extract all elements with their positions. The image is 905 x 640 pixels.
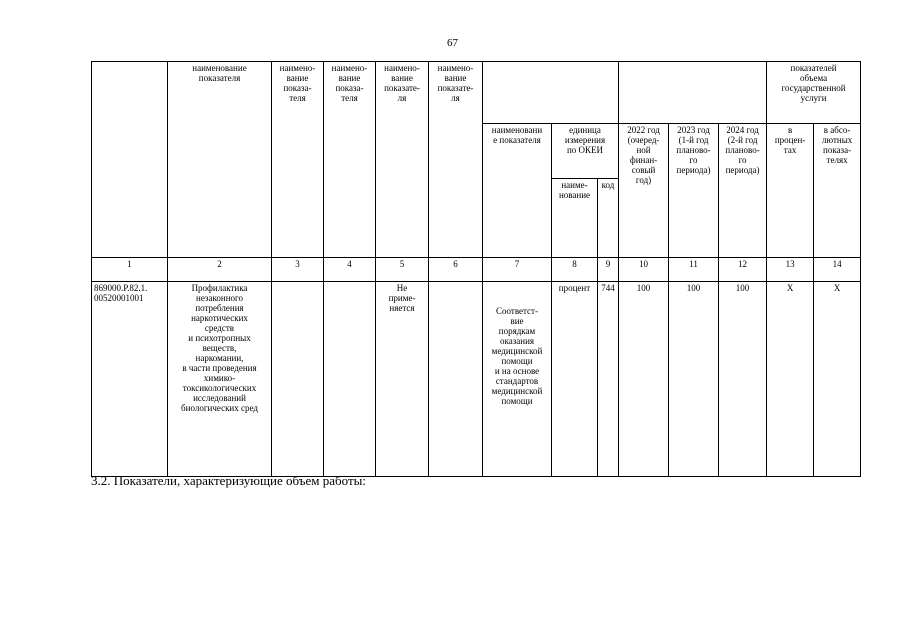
value-2024-cell: 100 [719, 282, 767, 477]
column-number: 3 [272, 258, 324, 282]
header-col3-indicator-name: наимено- вание показа- теля [272, 62, 324, 258]
column-number: 4 [324, 258, 376, 282]
value-2022-cell: 100 [619, 282, 669, 477]
deviation-percent-cell: X [767, 282, 814, 477]
header-year-2022: 2022 год (очеред- ной финан- совый год) [619, 124, 669, 258]
header-cell-code [92, 62, 168, 258]
header-in-absolute: в абсо- лютных показа- телях [814, 124, 861, 258]
cell-col4 [324, 282, 376, 477]
service-content-cell: Профилактика незаконного потребления наркотических средств и психотропных веществ, наркомании, в части проведения химико- токсикологических исследований биологических сред [168, 282, 272, 477]
header-volume-indicators: показателей объема государственной услуги [767, 62, 861, 124]
header-col5-indicator-name: наимено- вание показате- ля [376, 62, 429, 258]
column-number: 10 [619, 258, 669, 282]
column-number: 12 [719, 258, 767, 282]
header-indicator-name: наименовани е показателя [483, 124, 552, 258]
service-volume-table [91, 61, 861, 477]
cell-col3 [272, 282, 324, 477]
column-number: 6 [429, 258, 483, 282]
header-cell-years-group [619, 62, 767, 124]
column-number: 8 [552, 258, 598, 282]
value-2023-cell: 100 [669, 282, 719, 477]
not-applicable-cell: Не приме- няется [376, 282, 429, 477]
header-col6-indicator-name: наимено- вание показате- ля [429, 62, 483, 258]
unit-code-cell: 744 [598, 282, 619, 477]
header-in-percent: в процен- тах [767, 124, 814, 258]
header-year-2023: 2023 год (1-й год планово- го периода) [669, 124, 719, 258]
column-number: 2 [168, 258, 272, 282]
cell-col6 [429, 282, 483, 477]
column-number: 5 [376, 258, 429, 282]
unit-name-cell: процент [552, 282, 598, 477]
table-row [92, 282, 861, 477]
header-col4-indicator-name: наимено- вание показа- теля [324, 62, 376, 258]
header-unit-okei: единица измерения по ОКЕИ [552, 124, 619, 179]
deviation-absolute-cell: X [814, 282, 861, 477]
section-title: 3.2. Показатели, характеризующие объем работы: [91, 473, 366, 488]
page-number: 67 [447, 37, 458, 49]
header-unit-name: наиме- нование [552, 179, 598, 258]
header-col2-indicator-name: наименование показателя [168, 62, 272, 258]
header-cell-indicator-group [483, 62, 619, 124]
header-unit-code: код [598, 179, 619, 258]
column-numbers-row [92, 258, 861, 282]
column-number: 7 [483, 258, 552, 282]
registry-code-cell: 869000.Р.82.1. 00520001001 [92, 282, 168, 477]
column-number: 9 [598, 258, 619, 282]
indicator-name-cell: Соответст- вие порядкам оказания медицинской помощи и на основе стандартов медицинской помощи [483, 282, 552, 477]
column-number: 14 [814, 258, 861, 282]
header-year-2024: 2024 год (2-й год планово- го периода) [719, 124, 767, 258]
column-number: 11 [669, 258, 719, 282]
column-number: 1 [92, 258, 168, 282]
column-number: 13 [767, 258, 814, 282]
